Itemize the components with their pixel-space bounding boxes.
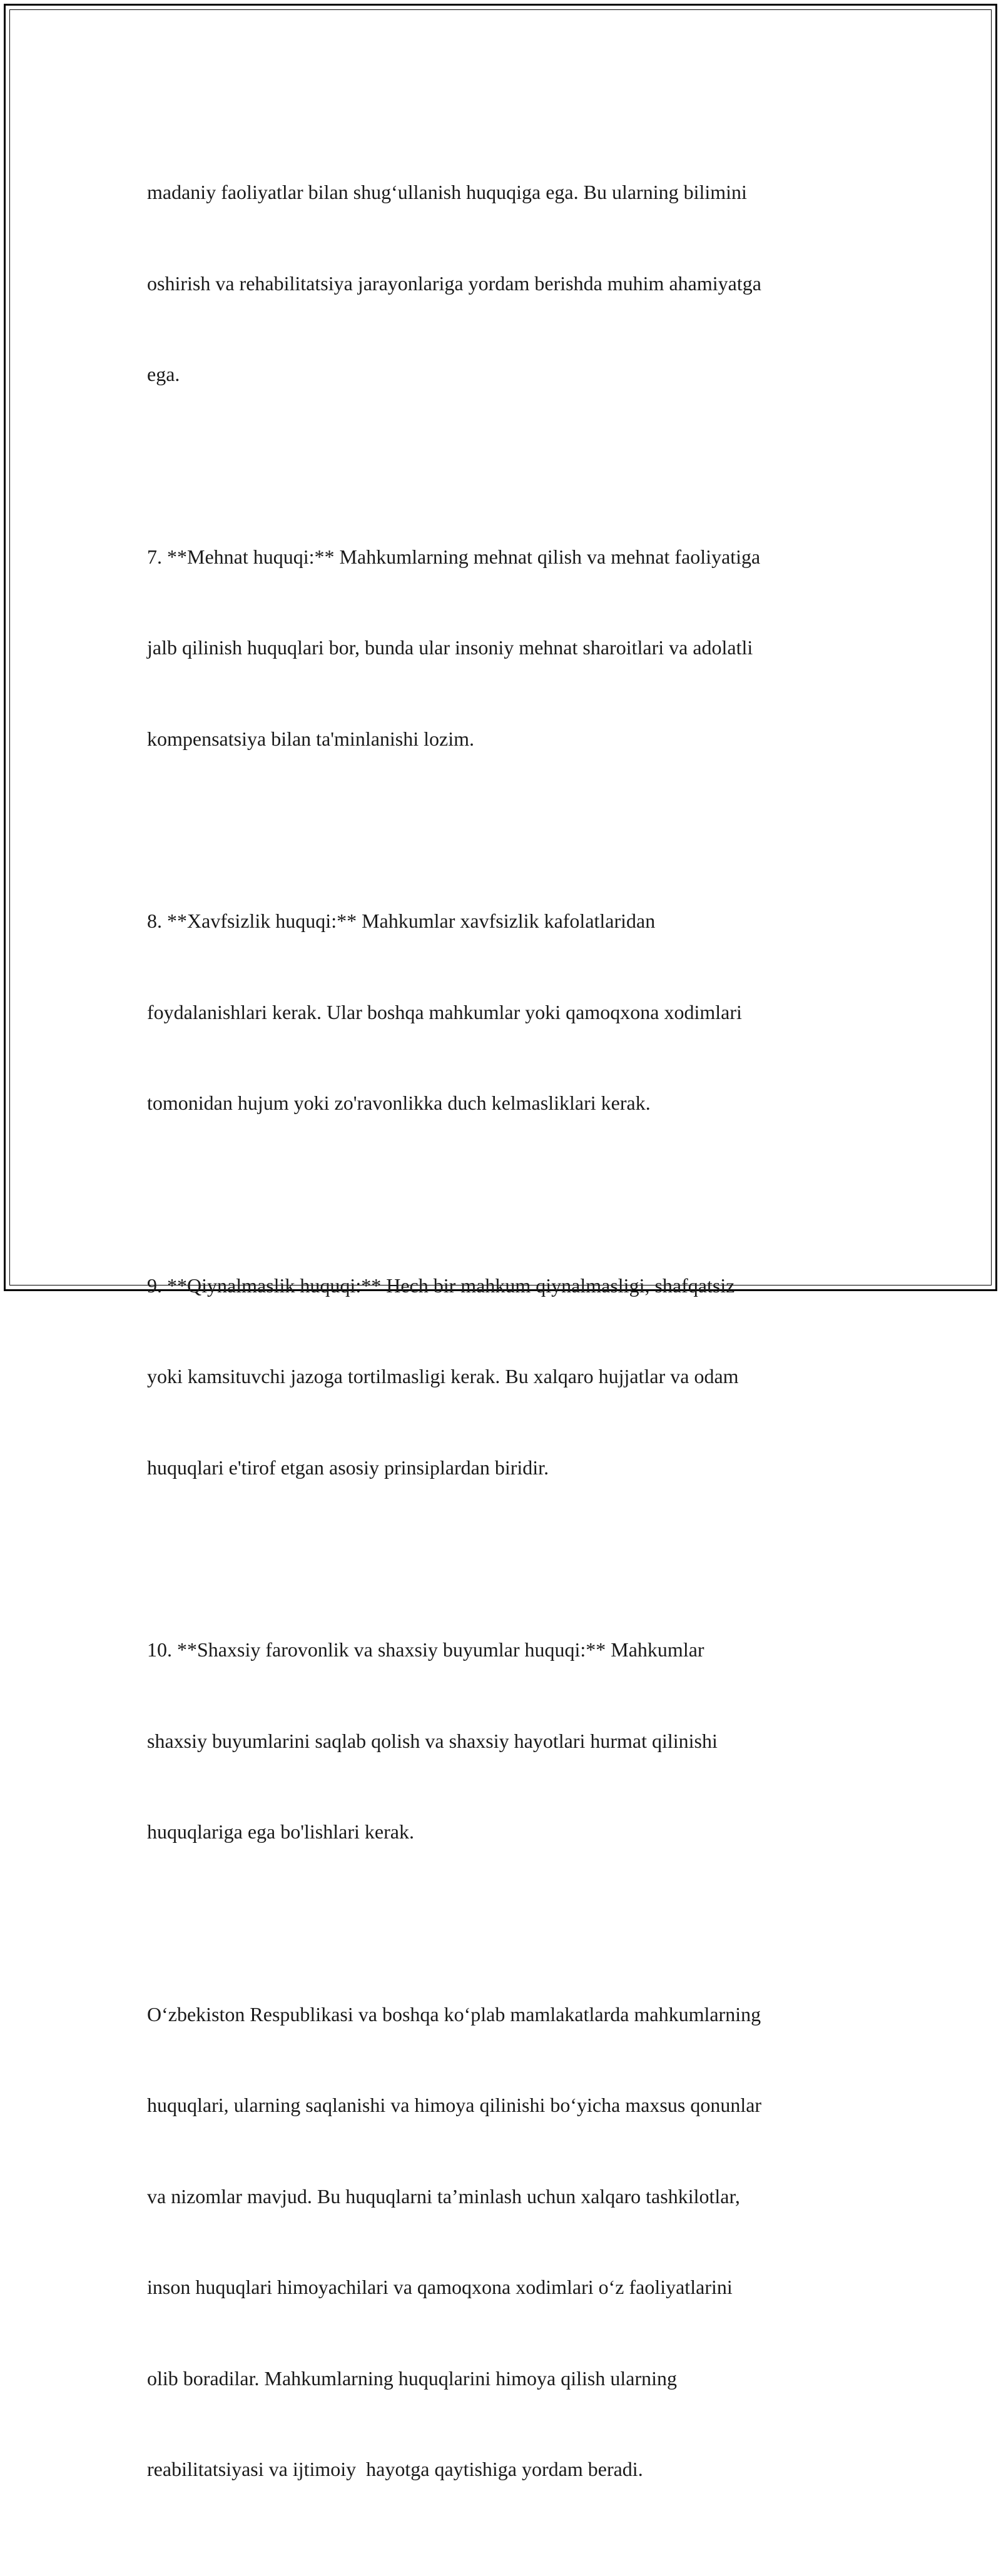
text-line: tomonidan hujum yoki zo'ravonlikka duch kelmasliklari kerak.	[147, 1092, 651, 1114]
text-line: 10. **Shaxsiy farovonlik va shaxsiy buyumlar huquqi:** Mahkumlar	[147, 1638, 704, 1661]
paragraph-conclusion	[147, 1939, 860, 2545]
paragraph-personal-belongings-right	[147, 1574, 860, 1908]
text-line: 8. **Xavfsizlik huquqi:** Mahkumlar xavfsizlik kafolatlaridan	[147, 910, 656, 932]
document-body	[147, 116, 860, 2576]
text-line: olib boradilar. Mahkumlarning huquqlarini himoya qilish ularning	[147, 2366, 677, 2390]
paragraph-no-torture-right	[147, 1210, 860, 1544]
text-line: inson huquqlari himoyachilari va qamoqxona xodimlari o‘z faoliyatlarini	[147, 2276, 733, 2298]
text-line: oshirish va rehabilitatsiya jarayonlariga yordam berishda muhim ahamiyatga	[147, 271, 761, 295]
text-line: shaxsiy buyumlarini saqlab qolish va shaxsiy hayotlari hurmat qilinishi	[147, 1729, 718, 1752]
text-line: O‘zbekiston Respublikasi va boshqa ko‘plab mamlakatlarda mahkumlarning	[147, 2002, 761, 2026]
text-line: huquqlari, ularning saqlanishi va himoya qilinishi bo‘yicha maxsus qonunlar	[147, 2094, 762, 2116]
paragraph-safety-right	[147, 845, 860, 1179]
text-line: kompensatsiya bilan ta'minlanishi lozim.	[147, 727, 475, 750]
text-line: yoki kamsituvchi jazoga tortilmasligi kerak. Bu xalqaro hujjatlar va odam	[147, 1365, 739, 1387]
text-line: jalb qilinish huquqlari bor, bunda ular insoniy mehnat sharoitlari va adolatli	[147, 636, 753, 659]
text-line: reabilitatsiyasi va ijtimoiy hayotga qaytishiga yordam beradi.	[147, 2458, 643, 2480]
text-line: huquqlari e'tirof etgan asosiy prinsiplardan biridir.	[147, 1456, 549, 1479]
text-line: 7. **Mehnat huquqi:** Mahkumlarning mehnat qilish va mehnat faoliyatiga	[147, 545, 761, 568]
text-line: va nizomlar mavjud. Bu huquqlarni ta’minlash uchun xalqaro tashkilotlar,	[147, 2184, 740, 2208]
text-line: 9. **Qiynalmaslik huquqi:** Hech bir mahkum qiynalmasligi, shafqatsiz	[147, 1274, 735, 1297]
text-line: huquqlariga ega bo'lishlari kerak.	[147, 1820, 414, 1843]
paragraph-labor-right	[147, 481, 860, 815]
text-line: foydalanishlari kerak. Ular boshqa mahkumlar yoki qamoqxona xodimlari	[147, 1000, 742, 1023]
text-line: madaniy faoliyatlar bilan shug‘ullanish huquqiga ega. Bu ularning bilimini	[147, 181, 747, 203]
paragraph-cultural-activities	[147, 116, 860, 450]
text-line: ega.	[147, 363, 180, 385]
